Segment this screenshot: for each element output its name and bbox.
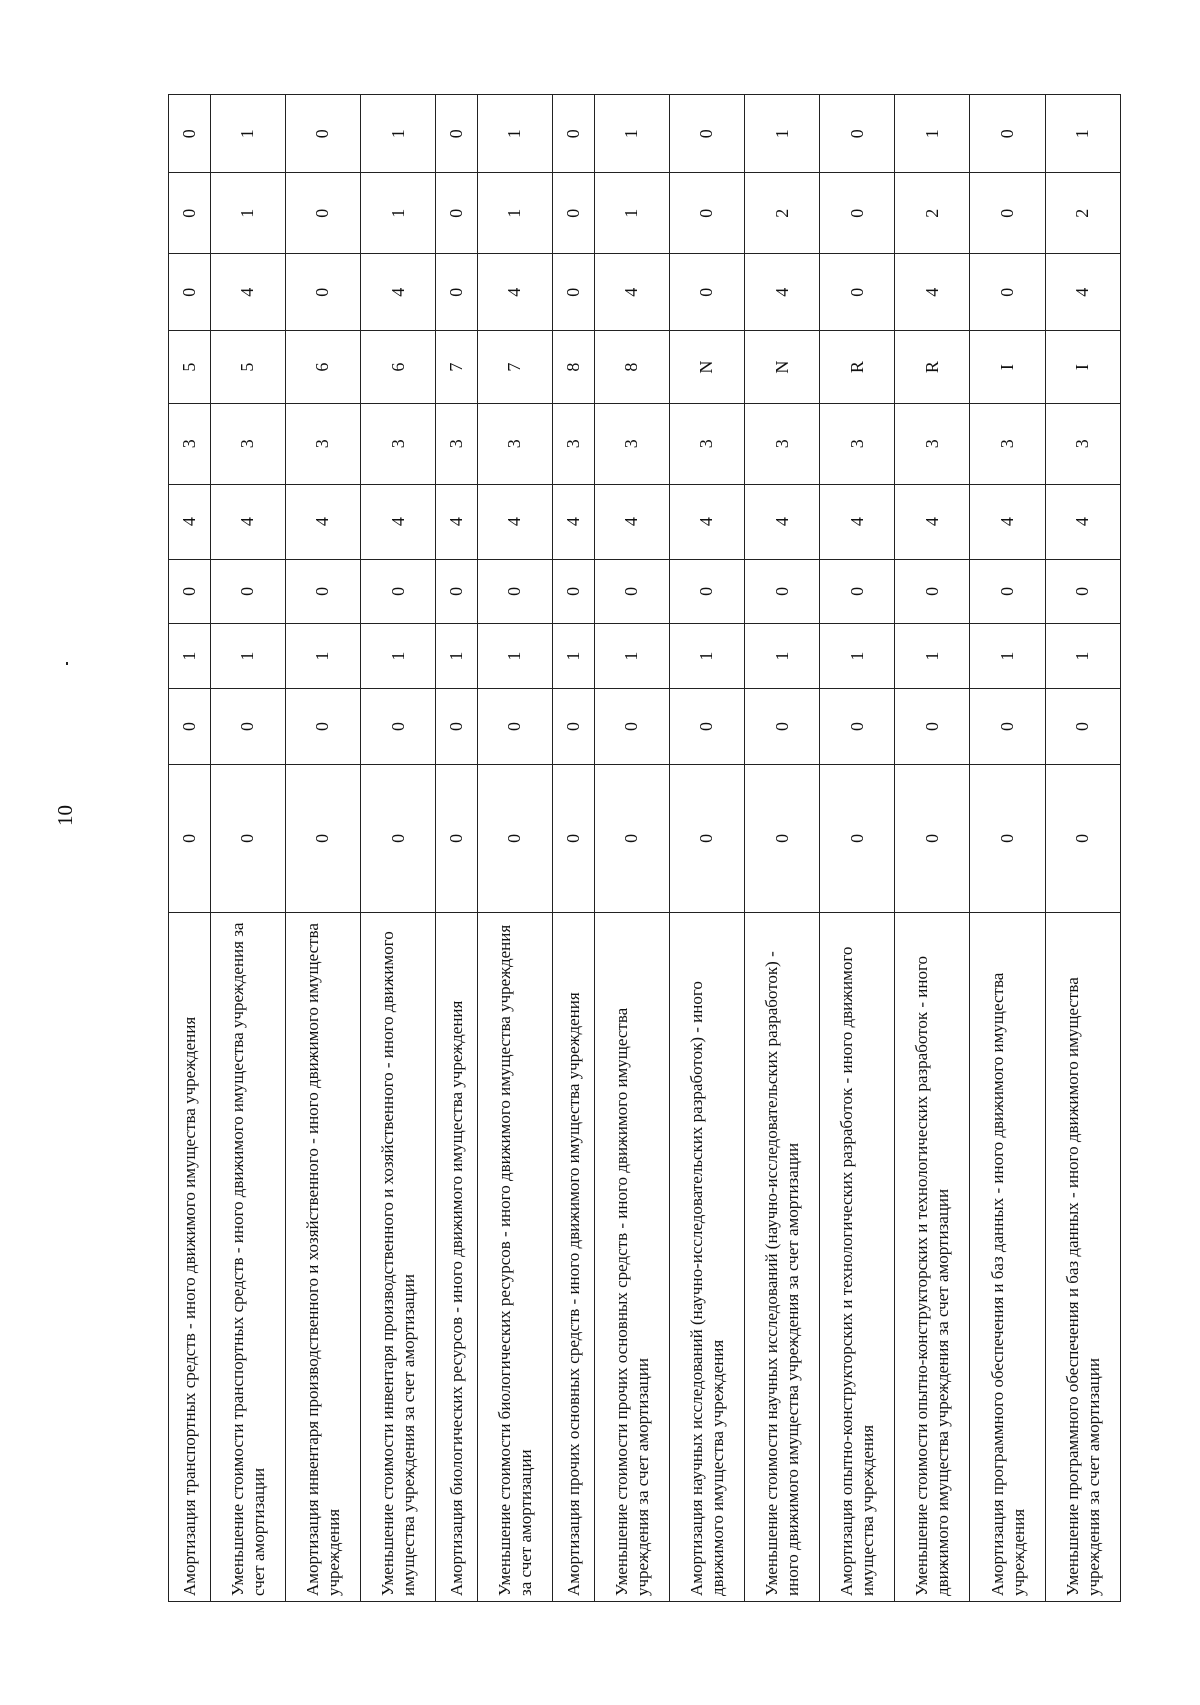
code-digit-cell: 1: [210, 624, 285, 689]
code-digit-cell: 0: [436, 688, 478, 764]
code-digit-cell: 0: [970, 173, 1045, 254]
table-row: [594, 95, 669, 1602]
code-digit-cell: 4: [436, 484, 478, 559]
account-name-cell: Амортизация транспортных средств - иного движимого имущества учреждения: [169, 912, 211, 1601]
code-digit-cell: 1: [594, 173, 669, 254]
code-digit-cell: 1: [477, 173, 552, 254]
code-digit-cell: 1: [477, 95, 552, 173]
code-digit-cell: 0: [285, 173, 360, 254]
account-codes-table: [168, 94, 1121, 1602]
code-digit-cell: 1: [169, 624, 211, 689]
account-name-cell: Уменьшение стоимости инвентаря производственного и хозяйственного - иного движимого имущества учреждения за счет амортизации: [360, 912, 435, 1601]
code-digit-cell: 0: [594, 688, 669, 764]
code-digit-cell: 1: [360, 624, 435, 689]
code-digit-cell: 0: [970, 559, 1045, 624]
code-digit-cell: 0: [285, 688, 360, 764]
code-digit-cell: 1: [285, 624, 360, 689]
code-digit-cell: 1: [594, 624, 669, 689]
code-digit-cell: 1: [436, 624, 478, 689]
code-digit-cell: 3: [669, 403, 744, 484]
code-digit-cell: 7: [436, 331, 478, 404]
code-digit-cell: 1: [970, 624, 1045, 689]
code-digit-cell: 0: [169, 254, 211, 331]
code-digit-cell: 4: [360, 484, 435, 559]
code-digit-cell: 0: [360, 559, 435, 624]
code-digit-cell: 1: [669, 624, 744, 689]
code-digit-cell: 3: [210, 403, 285, 484]
code-digit-cell: 3: [744, 403, 819, 484]
code-digit-cell: 0: [594, 559, 669, 624]
code-digit-cell: 6: [285, 331, 360, 404]
code-digit-cell: 4: [1045, 484, 1120, 559]
account-name-cell: Амортизация научных исследований (научно-исследовательских разработок) - иного движимого имущества учреждения: [669, 912, 744, 1601]
code-digit-cell: 0: [669, 688, 744, 764]
code-digit-cell: 0: [169, 173, 211, 254]
code-digit-cell: N: [744, 331, 819, 404]
code-digit-cell: 1: [895, 624, 970, 689]
code-digit-cell: 1: [210, 95, 285, 173]
table-row: [1045, 95, 1120, 1602]
code-digit-cell: R: [895, 331, 970, 404]
code-digit-cell: 1: [895, 95, 970, 173]
code-digit-cell: 4: [744, 484, 819, 559]
code-digit-cell: 0: [285, 95, 360, 173]
account-table-sheet: [168, 94, 1121, 1602]
code-digit-cell: 4: [594, 254, 669, 331]
code-digit-cell: 0: [436, 95, 478, 173]
code-digit-cell: 3: [552, 403, 594, 484]
code-digit-cell: 0: [669, 559, 744, 624]
code-digit-cell: 7: [477, 331, 552, 404]
code-digit-cell: 4: [895, 254, 970, 331]
table-row: [210, 95, 285, 1602]
code-digit-cell: 1: [552, 624, 594, 689]
code-digit-cell: 3: [285, 403, 360, 484]
code-digit-cell: 0: [1045, 559, 1120, 624]
code-digit-cell: 0: [669, 173, 744, 254]
code-digit-cell: 3: [436, 403, 478, 484]
code-digit-cell: 0: [594, 765, 669, 913]
code-digit-cell: 0: [552, 95, 594, 173]
table-row: [552, 95, 594, 1602]
code-digit-cell: I: [1045, 331, 1120, 404]
code-digit-cell: 0: [552, 254, 594, 331]
account-name-cell: Амортизация опытно-конструкторских и технологических разработок - иного движимого имущества учреждения: [820, 912, 895, 1601]
code-digit-cell: 0: [820, 95, 895, 173]
code-digit-cell: 1: [594, 95, 669, 173]
code-digit-cell: 8: [594, 331, 669, 404]
code-digit-cell: 3: [820, 403, 895, 484]
code-digit-cell: 0: [895, 559, 970, 624]
code-digit-cell: 1: [744, 624, 819, 689]
code-digit-cell: 0: [477, 765, 552, 913]
table-row: [285, 95, 360, 1602]
code-digit-cell: 0: [669, 95, 744, 173]
code-digit-cell: 1: [360, 173, 435, 254]
account-name-cell: Уменьшение стоимости опытно-конструкторских и технологических разработок - иного движимого имущества учреждения за счет амортизации: [895, 912, 970, 1601]
table-row: [820, 95, 895, 1602]
code-digit-cell: 3: [1045, 403, 1120, 484]
account-name-cell: Уменьшение стоимости биологических ресурсов - иного движимого имущества учреждения за счет амортизации: [477, 912, 552, 1601]
code-digit-cell: 0: [210, 688, 285, 764]
table-row: [895, 95, 970, 1602]
account-name-cell: Уменьшение стоимости прочих основных средств - иного движимого имущества учреждения за счет амортизации: [594, 912, 669, 1601]
code-digit-cell: 0: [436, 254, 478, 331]
code-digit-cell: 4: [1045, 254, 1120, 331]
code-digit-cell: 0: [477, 688, 552, 764]
code-digit-cell: 3: [477, 403, 552, 484]
code-digit-cell: 0: [669, 254, 744, 331]
table-body: [169, 95, 1121, 1602]
code-digit-cell: 4: [552, 484, 594, 559]
code-digit-cell: 4: [360, 254, 435, 331]
table-row: [360, 95, 435, 1602]
code-digit-cell: 4: [970, 484, 1045, 559]
table-row: [744, 95, 819, 1602]
code-digit-cell: 0: [169, 559, 211, 624]
code-digit-cell: 3: [360, 403, 435, 484]
code-digit-cell: 0: [210, 765, 285, 913]
code-digit-cell: 1: [1045, 95, 1120, 173]
code-digit-cell: 8: [552, 331, 594, 404]
table-row: [669, 95, 744, 1602]
code-digit-cell: 0: [552, 765, 594, 913]
code-digit-cell: 4: [169, 484, 211, 559]
code-digit-cell: 0: [820, 173, 895, 254]
code-digit-cell: 1: [744, 95, 819, 173]
code-digit-cell: 0: [744, 765, 819, 913]
code-digit-cell: 0: [1045, 765, 1120, 913]
code-digit-cell: 5: [169, 331, 211, 404]
code-digit-cell: 6: [360, 331, 435, 404]
code-digit-cell: 0: [285, 559, 360, 624]
code-digit-cell: 3: [169, 403, 211, 484]
code-digit-cell: 0: [169, 765, 211, 913]
code-digit-cell: 0: [436, 765, 478, 913]
code-digit-cell: 4: [669, 484, 744, 559]
code-digit-cell: 0: [895, 688, 970, 764]
code-digit-cell: 4: [477, 254, 552, 331]
code-digit-cell: 0: [669, 765, 744, 913]
code-digit-cell: 5: [210, 331, 285, 404]
code-digit-cell: 4: [210, 484, 285, 559]
code-digit-cell: 4: [744, 254, 819, 331]
account-name-cell: Амортизация инвентаря производственного и хозяйственного - иного движимого имущества учреждения: [285, 912, 360, 1601]
code-digit-cell: 0: [820, 559, 895, 624]
table-row: [436, 95, 478, 1602]
code-digit-cell: 4: [210, 254, 285, 331]
page-number: 10: [53, 805, 77, 826]
account-name-cell: Уменьшение стоимости научных исследований (научно-исследовательских разработок) - иного движимого имущества учреждения за счет амортизации: [744, 912, 819, 1601]
code-digit-cell: N: [669, 331, 744, 404]
table-row: [169, 95, 211, 1602]
code-digit-cell: 0: [895, 765, 970, 913]
account-name-cell: Амортизация биологических ресурсов - иного движимого имущества учреждения: [436, 912, 478, 1601]
code-digit-cell: 0: [436, 173, 478, 254]
code-digit-cell: 0: [285, 765, 360, 913]
code-digit-cell: 0: [169, 688, 211, 764]
code-digit-cell: 4: [594, 484, 669, 559]
table-row: [477, 95, 552, 1602]
code-digit-cell: 2: [744, 173, 819, 254]
code-digit-cell: 3: [895, 403, 970, 484]
code-digit-cell: I: [970, 331, 1045, 404]
code-digit-cell: 1: [210, 173, 285, 254]
code-digit-cell: 0: [744, 688, 819, 764]
code-digit-cell: 0: [210, 559, 285, 624]
code-digit-cell: 0: [970, 254, 1045, 331]
code-digit-cell: 1: [360, 95, 435, 173]
code-digit-cell: 2: [1045, 173, 1120, 254]
code-digit-cell: R: [820, 331, 895, 404]
code-digit-cell: 1: [820, 624, 895, 689]
code-digit-cell: 4: [285, 484, 360, 559]
code-digit-cell: 4: [477, 484, 552, 559]
code-digit-cell: 0: [970, 688, 1045, 764]
code-digit-cell: 0: [1045, 688, 1120, 764]
account-name-cell: Амортизация программного обеспечения и баз данных - иного движимого имущества учреждения: [970, 912, 1045, 1601]
account-name-cell: Уменьшение программного обеспечения и баз данных - иного движимого имущества учреждения за счет амортизации: [1045, 912, 1120, 1601]
code-digit-cell: 2: [895, 173, 970, 254]
code-digit-cell: 1: [477, 624, 552, 689]
code-digit-cell: 0: [360, 688, 435, 764]
code-digit-cell: 0: [970, 95, 1045, 173]
code-digit-cell: 0: [552, 559, 594, 624]
code-digit-cell: 0: [436, 559, 478, 624]
code-digit-cell: 0: [970, 765, 1045, 913]
code-digit-cell: 4: [820, 484, 895, 559]
code-digit-cell: 0: [820, 688, 895, 764]
table-row: [970, 95, 1045, 1602]
account-name-cell: Уменьшение стоимости транспортных средств - иного движимого имущества учреждения за счет амортизации: [210, 912, 285, 1601]
code-digit-cell: 0: [744, 559, 819, 624]
code-digit-cell: 0: [169, 95, 211, 173]
code-digit-cell: 0: [552, 173, 594, 254]
code-digit-cell: 0: [285, 254, 360, 331]
account-name-cell: Амортизация прочих основных средств - иного движимого имущества учреждения: [552, 912, 594, 1601]
code-digit-cell: 3: [594, 403, 669, 484]
code-digit-cell: 0: [360, 765, 435, 913]
code-digit-cell: 3: [970, 403, 1045, 484]
code-digit-cell: 0: [820, 254, 895, 331]
code-digit-cell: 0: [552, 688, 594, 764]
code-digit-cell: 1: [1045, 624, 1120, 689]
code-digit-cell: 0: [477, 559, 552, 624]
code-digit-cell: 4: [895, 484, 970, 559]
code-digit-cell: 0: [820, 765, 895, 913]
stray-mark: [66, 662, 68, 665]
